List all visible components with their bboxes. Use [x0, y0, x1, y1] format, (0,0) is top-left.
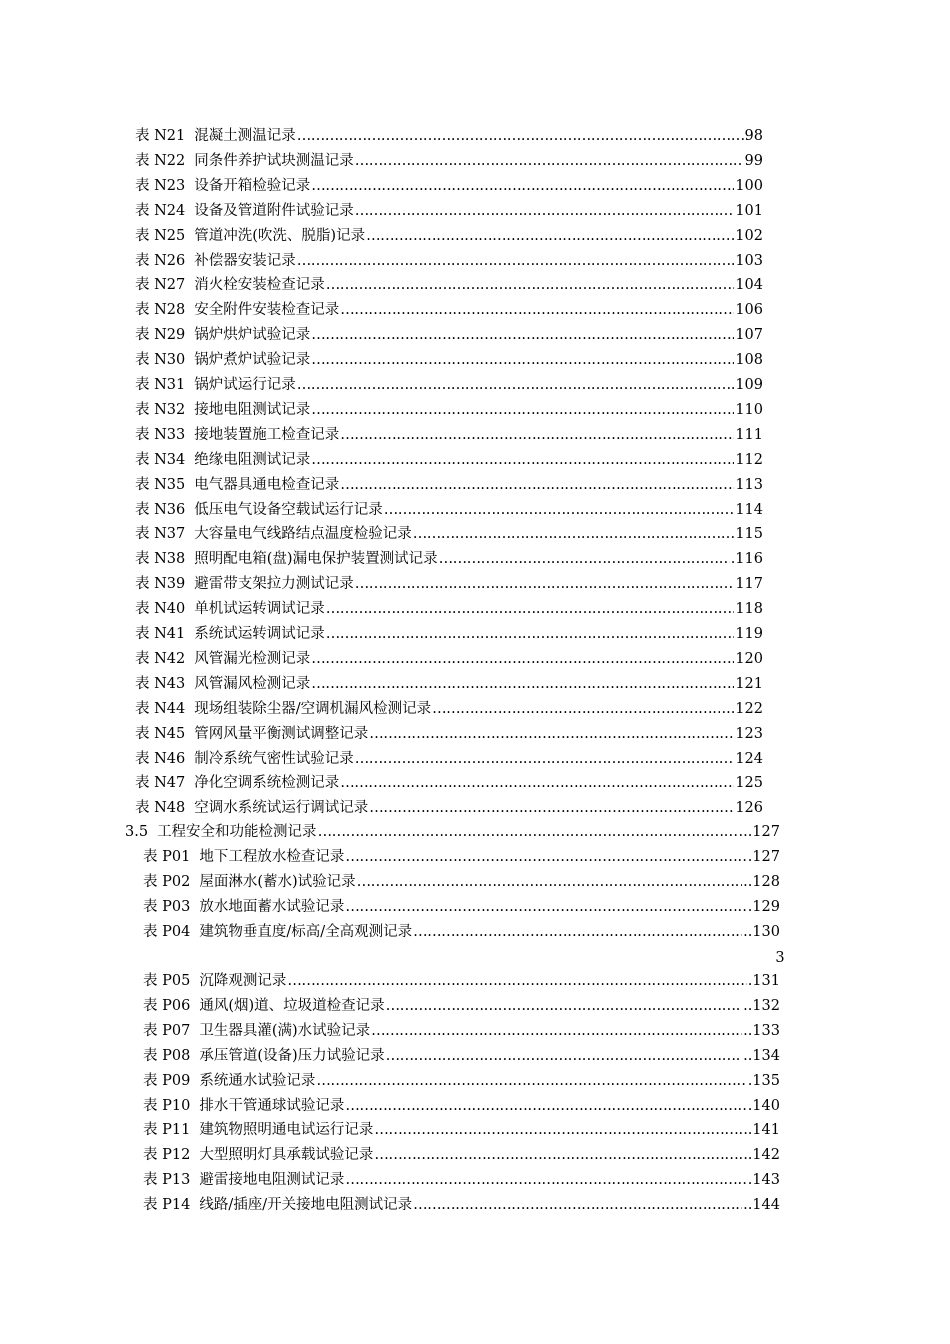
- entry-title: 避雷接地电阻测试记录: [199, 1172, 345, 1189]
- dot-leader: [311, 323, 734, 348]
- dot-leader: [326, 273, 735, 298]
- entry-title: 现场组装除尘器/空调机漏风检测记录: [194, 700, 432, 717]
- dot-leader: [311, 448, 734, 473]
- entry-page-number: 107: [735, 327, 763, 344]
- table-code: 表 N36: [135, 501, 186, 518]
- entry-page-number: 98: [744, 128, 763, 144]
- dot-leader: [432, 697, 720, 722]
- table-code: 表 P13: [143, 1172, 191, 1189]
- toc-entry: [143, 1168, 780, 1193]
- table-code: 表 P12: [143, 1147, 191, 1164]
- table-code: 表 N45: [135, 725, 186, 742]
- entry-title: 消火栓安装检查记录: [194, 277, 325, 294]
- toc-entry: [135, 771, 763, 796]
- entry-title: 净化空调系统检测记录: [194, 775, 340, 792]
- entry-page-number: 121: [735, 675, 763, 692]
- toc-entry: [143, 1193, 780, 1218]
- entry-title: 建筑物照明通电试运行记录: [199, 1122, 374, 1139]
- entry-page-number: .127: [747, 849, 780, 865]
- entry-page-number: 99: [744, 152, 763, 169]
- toc-entry: [143, 1019, 780, 1044]
- table-code: 表 N48: [135, 800, 186, 817]
- entry-title: 空调水系统试运行调试记录: [194, 800, 369, 817]
- table-code: 表 N28: [135, 302, 186, 319]
- entry-page-number: 113: [735, 476, 763, 493]
- entry-title: 锅炉烘炉试验记录: [194, 327, 311, 344]
- entry-page-number: .129: [747, 898, 780, 915]
- entry-page-number: .143: [747, 1172, 780, 1189]
- dot-leader: [311, 174, 734, 199]
- toc-entry: [135, 298, 763, 323]
- entry-page-number: ..132: [743, 997, 780, 1014]
- toc-entry: [135, 473, 763, 498]
- entry-page-number: 124: [735, 750, 763, 767]
- table-code: 表 P07: [143, 1022, 191, 1039]
- dot-leader: [345, 1094, 746, 1119]
- dot-leader: [340, 298, 734, 323]
- dot-leader: [369, 796, 734, 821]
- toc-entry: [135, 747, 763, 772]
- toc-entry: [135, 597, 763, 622]
- entry-page-number: 100: [735, 177, 763, 194]
- entry-page-number: 117: [735, 576, 763, 593]
- entry-title: 电气器具通电检查记录: [194, 476, 340, 493]
- entry-page-number: ..144: [743, 1197, 780, 1214]
- entry-title: 卫生器具灌(满)水试验记录: [199, 1022, 371, 1039]
- entry-title: 承压管道(设备)压力试验记录: [199, 1047, 385, 1064]
- table-code: 表 N46: [135, 750, 186, 767]
- dot-leader: [318, 820, 738, 845]
- entry-title: 风管漏风检测记录: [194, 675, 311, 692]
- toc-entry: [143, 1143, 780, 1168]
- entry-page-number: 101: [735, 202, 763, 219]
- table-code: 表 P06: [143, 997, 191, 1014]
- entry-title: 安全附件安装检查记录: [194, 302, 340, 319]
- entry-title: 避雷带支架拉力测试记录: [194, 576, 354, 593]
- entry-page-number: .102: [730, 227, 763, 244]
- entry-page-number: ...122: [721, 700, 763, 717]
- entry-page-number: 126: [735, 800, 763, 817]
- dot-leader: [311, 647, 734, 672]
- dot-leader: [355, 199, 735, 224]
- toc-entry: [135, 199, 763, 224]
- table-code: 表 N22: [135, 152, 186, 169]
- table-code: 表 N21: [135, 128, 186, 144]
- entry-title: 屋面淋水(蓄水)试验记录: [199, 873, 356, 890]
- section-number: 3.5: [125, 824, 149, 840]
- entry-page-number: ..128: [743, 873, 780, 890]
- table-code: 表 N27: [135, 277, 186, 294]
- section-title: 工程安全和功能检测记录: [157, 824, 317, 840]
- toc-entry: [135, 622, 763, 647]
- entry-title: 建筑物垂直度/标高/全高观测记录: [199, 923, 413, 940]
- toc-entry: [135, 423, 763, 448]
- dot-leader: [297, 373, 735, 398]
- entry-title: 设备开箱检验记录: [194, 177, 311, 194]
- toc-entry: [135, 572, 763, 597]
- table-code: 表 P04: [143, 923, 191, 940]
- table-code: 表 P10: [143, 1097, 191, 1114]
- table-code: 表 N33: [135, 426, 186, 443]
- table-code: 表 P05: [143, 973, 191, 989]
- entry-page-number: 114: [735, 501, 763, 518]
- dot-leader: [357, 870, 742, 895]
- entry-title: 管网风量平衡测试调整记录: [194, 725, 369, 742]
- table-code: 表 N24: [135, 202, 186, 219]
- table-code: 表 P09: [143, 1072, 191, 1089]
- table-code: 表 N38: [135, 551, 186, 568]
- dot-leader: [371, 1019, 742, 1044]
- entry-page-number: .140: [747, 1097, 780, 1114]
- table-code: 表 N47: [135, 775, 186, 792]
- dot-leader: [366, 224, 730, 249]
- table-code: 表 P01: [143, 849, 191, 865]
- entry-page-number: ..133: [743, 1022, 780, 1039]
- entry-page-number: 118: [735, 601, 763, 618]
- entry-page-number: 115: [735, 526, 763, 543]
- toc-entry: [135, 323, 763, 348]
- toc-entry: [143, 895, 780, 920]
- toc-entry: [135, 647, 763, 672]
- dot-leader: [345, 1168, 746, 1193]
- dot-leader: [340, 423, 734, 448]
- entry-page-number: 106: [735, 302, 763, 319]
- toc-entry: [135, 498, 763, 523]
- toc-entry: [135, 224, 763, 249]
- entry-page-number: .141: [747, 1122, 780, 1139]
- dot-leader: [355, 747, 735, 772]
- entry-title: 绝缘电阻测试记录: [194, 451, 311, 468]
- entry-title: 风管漏光检测记录: [194, 650, 311, 667]
- toc-entry: [135, 722, 763, 747]
- entry-title: 设备及管道附件试验记录: [194, 202, 354, 219]
- toc-entry: [143, 969, 780, 994]
- table-code: 表 N30: [135, 352, 186, 369]
- entry-page-number: 110: [735, 401, 763, 418]
- table-code: 表 N34: [135, 451, 186, 468]
- entry-page-number: 120: [735, 650, 763, 667]
- table-code: 表 N42: [135, 650, 186, 667]
- dot-leader: [386, 1044, 742, 1069]
- table-code: 表 N35: [135, 476, 186, 493]
- toc-entry: [135, 149, 763, 174]
- entry-title: 系统试运转调试记录: [194, 626, 325, 642]
- toc-entry: [143, 845, 780, 870]
- entry-title: 低压电气设备空载试运行记录: [194, 501, 383, 518]
- entry-title: 大型照明灯具承载试验记录: [199, 1147, 374, 1164]
- entry-page-number: ..134: [743, 1047, 780, 1064]
- entry-title: 线路/插座/开关接地电阻测试记录: [199, 1197, 413, 1214]
- toc-entry: [135, 273, 763, 298]
- dot-leader: [287, 969, 746, 994]
- entry-title: 大容量电气线路结点温度检验记录: [194, 526, 412, 543]
- table-code: 表 N32: [135, 401, 186, 418]
- entry-title: 制冷系统气密性试验记录: [194, 750, 354, 767]
- table-code: 表 N39: [135, 576, 186, 593]
- dot-leader: [345, 845, 746, 870]
- entry-page-number: 111: [735, 426, 763, 443]
- entry-page-number: 123: [735, 725, 763, 742]
- toc-entry: [143, 870, 780, 895]
- entry-title: 锅炉煮炉试验记录: [194, 352, 311, 369]
- dot-leader: [355, 149, 744, 174]
- toc-entry: [135, 373, 763, 398]
- dot-leader: [311, 348, 734, 373]
- dot-leader: [345, 895, 746, 920]
- dot-leader: [439, 547, 730, 572]
- entry-page-number: 108: [735, 352, 763, 369]
- table-code: 表 N43: [135, 675, 186, 692]
- dot-leader: [355, 572, 735, 597]
- table-code: 表 P03: [143, 898, 191, 915]
- entry-page-number: 104: [735, 277, 763, 294]
- toc-entry: [143, 1094, 780, 1119]
- table-code: 表 N31: [135, 377, 186, 393]
- dot-leader: [297, 249, 735, 274]
- table-code: 表 N37: [135, 526, 186, 543]
- section-page-number: ...127: [738, 824, 780, 840]
- dot-leader: [340, 473, 734, 498]
- dot-leader: [326, 597, 735, 622]
- toc-entry: [135, 796, 763, 821]
- entry-page-number: ..130: [743, 923, 780, 940]
- table-code: 表 P02: [143, 873, 191, 890]
- entry-title: 系统通水试验记录: [199, 1072, 316, 1089]
- toc-entry: [135, 124, 763, 149]
- entry-title: 单机试运转调试记录: [194, 601, 325, 618]
- dot-leader: [340, 771, 734, 796]
- entry-page-number: 125: [735, 775, 763, 792]
- entry-page-number: 103: [735, 252, 763, 269]
- toc-entry: [135, 448, 763, 473]
- entry-title: 管道冲洗(吹洗、脱脂)记录: [194, 227, 366, 244]
- entry-page-number: .116: [730, 551, 763, 568]
- table-code: 表 N26: [135, 252, 186, 269]
- entry-title: 照明配电箱(盘)漏电保护装置测试记录: [194, 551, 438, 568]
- entry-title: 补偿器安装记录: [194, 252, 296, 269]
- toc-entry: [135, 174, 763, 199]
- entry-page-number: 109: [735, 377, 763, 393]
- table-code: 表 N29: [135, 327, 186, 344]
- dot-leader: [374, 1118, 746, 1143]
- dot-leader: [316, 1069, 746, 1094]
- table-code: 表 N41: [135, 626, 186, 642]
- toc-entry: [143, 1044, 780, 1069]
- toc-entry: [135, 522, 763, 547]
- dot-leader: [369, 722, 734, 747]
- dot-leader: [413, 522, 735, 547]
- dot-leader: [413, 920, 742, 945]
- table-code: 表 P11: [143, 1122, 191, 1139]
- entry-title: 混凝土测温记录: [194, 128, 296, 144]
- toc-entry: [135, 672, 763, 697]
- entry-title: 接地电阻测试记录: [194, 401, 311, 418]
- dot-leader: [384, 498, 735, 523]
- toc-entry: [135, 249, 763, 274]
- toc-entry: [143, 994, 780, 1019]
- dot-leader: [374, 1143, 746, 1168]
- table-code: 表 N23: [135, 177, 186, 194]
- entry-page-number: .135: [747, 1072, 780, 1089]
- table-code: 表 N44: [135, 700, 186, 717]
- entry-title: 接地装置施工检查记录: [194, 426, 340, 443]
- dot-leader: [297, 124, 744, 149]
- toc-entry: [135, 547, 763, 572]
- toc-entry: [143, 1069, 780, 1094]
- entry-title: 沉降观测记录: [199, 973, 287, 989]
- entry-title: 同条件养护试块测温记录: [194, 152, 354, 169]
- page-number-footer: 3: [775, 950, 785, 966]
- dot-leader: [413, 1193, 742, 1218]
- entry-title: 锅炉试运行记录: [194, 377, 296, 393]
- toc-entry: [135, 697, 763, 722]
- entry-title: 排水干管通球试验记录: [199, 1097, 345, 1114]
- table-code: 表 N40: [135, 601, 186, 618]
- toc-entry: [143, 1118, 780, 1143]
- toc-entry: [135, 348, 763, 373]
- dot-leader: [326, 622, 735, 647]
- entry-title: 放水地面蓄水试验记录: [199, 898, 345, 915]
- entry-page-number: 112: [735, 451, 763, 468]
- entry-title: 通风(烟)道、垃圾道检查记录: [199, 997, 385, 1014]
- dot-leader: [311, 672, 734, 697]
- toc-entry: [135, 398, 763, 423]
- dot-leader: [311, 398, 734, 423]
- entry-page-number: .142: [747, 1147, 780, 1164]
- entry-page-number: .131: [747, 973, 780, 989]
- table-code: 表 N25: [135, 227, 186, 244]
- table-code: 表 P08: [143, 1047, 191, 1064]
- toc-section-heading: [125, 820, 780, 845]
- toc-entry: [143, 920, 780, 945]
- table-code: 表 P14: [143, 1197, 191, 1214]
- entry-page-number: 119: [735, 626, 763, 642]
- dot-leader: [386, 994, 742, 1019]
- entry-title: 地下工程放水检查记录: [199, 849, 345, 865]
